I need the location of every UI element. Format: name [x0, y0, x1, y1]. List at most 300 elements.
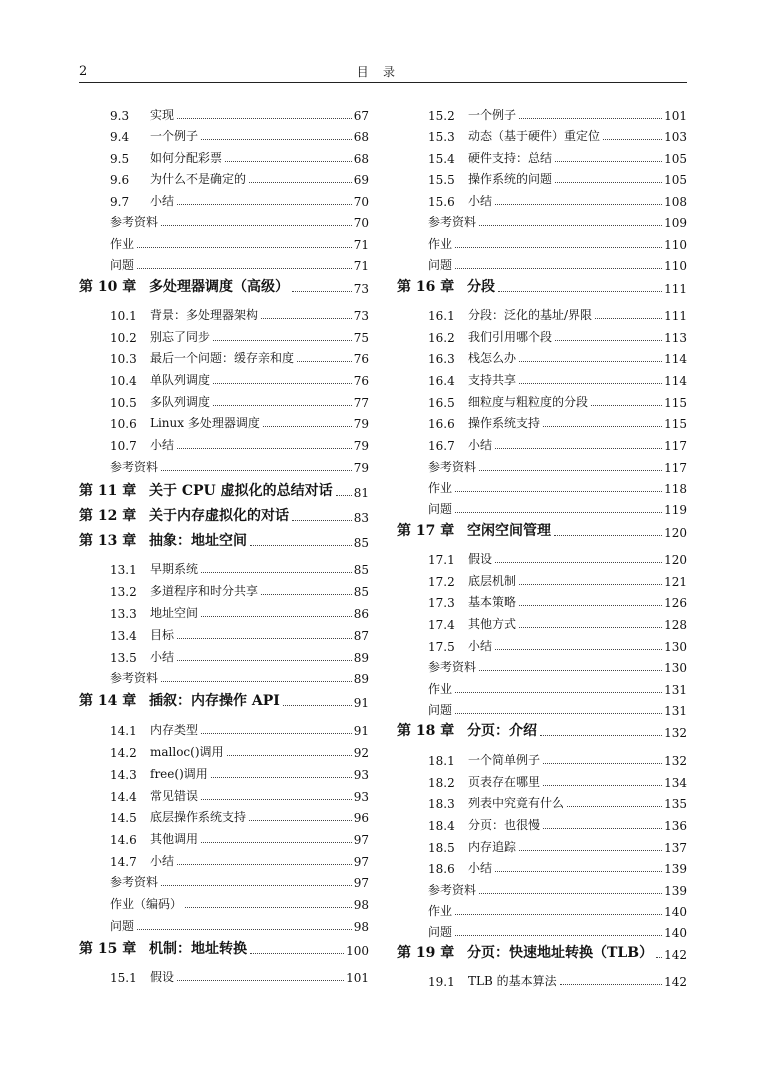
- toc-entry[interactable]: [397, 411, 687, 431]
- dot-leader: [336, 495, 352, 496]
- entry-page-number: 73: [353, 282, 369, 296]
- entry-title: 最后一个问题：缓存亲和度: [150, 351, 295, 365]
- toc-entry[interactable]: [397, 210, 687, 230]
- dot-leader: [519, 605, 662, 606]
- entry-number: 16.5: [428, 396, 455, 410]
- entry-page-number: 97: [353, 876, 369, 890]
- entry-title: 关于内存虚拟化的对话: [149, 508, 289, 524]
- entry-page-number: 111: [664, 282, 687, 296]
- dot-leader: [479, 225, 662, 226]
- entry-number: 15.1: [110, 971, 137, 985]
- entry-title: malloc()调用: [150, 745, 224, 759]
- entry-title: 小结: [150, 438, 175, 452]
- entry-title: 为什么不是确定的: [150, 172, 247, 186]
- entry-title: 实现: [150, 108, 175, 122]
- entry-page-number: 92: [353, 746, 369, 760]
- toc-chapter-entry[interactable]: [397, 720, 687, 740]
- entry-title: 问题: [428, 703, 453, 717]
- entry-title: 作业: [428, 682, 453, 696]
- entry-page-number: 89: [353, 651, 369, 665]
- toc-entry[interactable]: [79, 346, 369, 366]
- toc-entry[interactable]: [397, 497, 687, 517]
- dot-leader: [455, 247, 662, 248]
- entry-page-number: 71: [353, 259, 369, 273]
- dot-leader: [185, 907, 352, 908]
- dot-leader: [177, 118, 352, 119]
- entry-title: 内存追踪: [468, 840, 517, 854]
- toc-entry[interactable]: [397, 856, 687, 876]
- dot-leader: [455, 713, 662, 714]
- entry-title: 作业: [428, 237, 453, 251]
- entry-number: 第 10 章: [79, 279, 137, 295]
- dot-leader: [261, 594, 352, 595]
- dot-leader: [519, 850, 662, 851]
- entry-title: 栈怎么办: [468, 351, 517, 365]
- toc-entry[interactable]: [79, 579, 369, 599]
- entry-page-number: 86: [353, 607, 369, 621]
- entry-title: 小结: [150, 854, 175, 868]
- toc-entry[interactable]: [79, 914, 369, 934]
- entry-title: 底层机制: [468, 574, 517, 588]
- entry-title: 如何分配彩票: [150, 151, 223, 165]
- toc-entry[interactable]: [79, 849, 369, 869]
- toc-entry[interactable]: [397, 433, 687, 453]
- dot-leader: [567, 806, 662, 807]
- dot-leader: [591, 405, 662, 406]
- dot-leader: [455, 491, 662, 492]
- toc-entry[interactable]: [397, 346, 687, 366]
- entry-number: 10.6: [110, 417, 137, 431]
- entry-title: 分页：快速地址转换（TLB）: [467, 945, 654, 961]
- entry-number: 第 19 章: [397, 945, 455, 961]
- entry-title: 假设: [468, 552, 493, 566]
- toc-entry[interactable]: [397, 103, 687, 123]
- toc-entry[interactable]: [79, 167, 369, 187]
- toc-entry[interactable]: [397, 124, 687, 144]
- toc-entry[interactable]: [397, 390, 687, 410]
- dot-leader: [519, 383, 662, 384]
- entry-page-number: 98: [353, 898, 369, 912]
- entry-title: 单队列调度: [150, 373, 211, 387]
- entry-page-number: 121: [664, 575, 687, 589]
- entry-page-number: 137: [664, 841, 687, 855]
- toc-chapter-entry[interactable]: [79, 480, 369, 500]
- entry-number: 第 11 章: [79, 483, 137, 499]
- entry-title: 基本策略: [468, 595, 517, 609]
- dot-leader: [519, 361, 662, 362]
- toc-entry[interactable]: [397, 878, 687, 898]
- entry-title: 参考资料: [110, 875, 159, 889]
- toc-entry[interactable]: [79, 623, 369, 643]
- entry-title: 参考资料: [110, 460, 159, 474]
- toc-entry[interactable]: [79, 303, 369, 323]
- toc-entry[interactable]: [397, 612, 687, 632]
- toc-entry[interactable]: [79, 762, 369, 782]
- entry-page-number: 83: [353, 511, 369, 525]
- entry-page-number: 140: [664, 926, 687, 940]
- entry-title: 背景：多处理器架构: [150, 308, 259, 322]
- toc-entry[interactable]: [397, 146, 687, 166]
- toc-entry[interactable]: [397, 590, 687, 610]
- dot-leader: [555, 161, 662, 162]
- toc-entry[interactable]: [397, 368, 687, 388]
- entry-number: 17.5: [428, 640, 455, 654]
- toc-entry[interactable]: [397, 303, 687, 323]
- entry-number: 13.3: [110, 607, 137, 621]
- toc-chapter-entry[interactable]: [79, 690, 369, 710]
- entry-page-number: 142: [664, 975, 687, 989]
- toc-entry[interactable]: [397, 455, 687, 475]
- entry-number: 16.4: [428, 374, 455, 388]
- entry-title: 我们引用哪个段: [468, 330, 553, 344]
- entry-title: 问题: [428, 258, 453, 272]
- entry-title: 插叙：内存操作 API: [149, 693, 280, 709]
- dot-leader: [603, 139, 662, 140]
- toc-entry[interactable]: [79, 805, 369, 825]
- entry-page-number: 79: [353, 461, 369, 475]
- entry-number: 18.6: [428, 862, 455, 876]
- dot-leader: [137, 268, 352, 269]
- entry-page-number: 117: [664, 439, 687, 453]
- entry-page-number: 126: [664, 596, 687, 610]
- entry-number: 第 15 章: [79, 941, 137, 957]
- dot-leader: [543, 763, 662, 764]
- toc-entry[interactable]: [79, 433, 369, 453]
- entry-page-number: 100: [346, 944, 369, 958]
- dot-leader: [201, 139, 352, 140]
- dot-leader: [656, 957, 662, 958]
- entry-page-number: 115: [664, 417, 687, 431]
- dot-leader: [455, 512, 662, 513]
- toc-entry[interactable]: [79, 253, 369, 273]
- toc-entry[interactable]: [397, 253, 687, 273]
- entry-number: 9.4: [110, 130, 130, 144]
- entry-title: 小结: [468, 438, 493, 452]
- toc-entry[interactable]: [397, 167, 687, 187]
- entry-page-number: 118: [664, 482, 687, 496]
- toc-entry[interactable]: [397, 899, 687, 919]
- entry-title: 操作系统支持: [468, 416, 541, 430]
- entry-number: 第 13 章: [79, 533, 137, 549]
- dot-leader: [213, 340, 352, 341]
- toc-entry[interactable]: [397, 677, 687, 697]
- entry-number: 13.1: [110, 563, 137, 577]
- dot-leader: [177, 660, 352, 661]
- dot-leader: [161, 225, 352, 226]
- dot-leader: [479, 670, 662, 671]
- running-header: [79, 64, 687, 84]
- entry-page-number: 81: [353, 486, 369, 500]
- toc-entry[interactable]: [79, 232, 369, 252]
- entry-page-number: 108: [664, 195, 687, 209]
- entry-number: 14.4: [110, 790, 137, 804]
- entry-number: 13.5: [110, 651, 137, 665]
- entry-number: 17.4: [428, 618, 455, 632]
- dot-leader: [249, 182, 352, 183]
- entry-title: 多队列调度: [150, 395, 211, 409]
- entry-title: 作业: [110, 237, 135, 251]
- dot-leader: [201, 572, 352, 573]
- toc-entry[interactable]: [79, 645, 369, 665]
- entry-page-number: 70: [353, 216, 369, 230]
- dot-leader: [495, 871, 662, 872]
- entry-title: 早期系统: [150, 562, 199, 576]
- entry-page-number: 109: [664, 216, 687, 230]
- dot-leader: [498, 291, 662, 292]
- entry-page-number: 114: [664, 352, 687, 366]
- running-title: 目录: [356, 65, 410, 79]
- page-number: 2: [79, 64, 88, 79]
- toc-entry[interactable]: [79, 124, 369, 144]
- entry-title: 参考资料: [110, 215, 159, 229]
- entry-number: 10.1: [110, 309, 137, 323]
- entry-title: 参考资料: [428, 883, 477, 897]
- dot-leader: [495, 448, 662, 449]
- entry-number: 第 17 章: [397, 523, 455, 539]
- dot-leader: [201, 799, 352, 800]
- toc-entry[interactable]: [397, 634, 687, 654]
- entry-number: 10.2: [110, 331, 137, 345]
- entry-title: 小结: [468, 194, 493, 208]
- entry-title: 底层操作系统支持: [150, 810, 247, 824]
- toc-entry[interactable]: [397, 476, 687, 496]
- entry-number: 第 18 章: [397, 723, 455, 739]
- entry-number: 10.7: [110, 439, 137, 453]
- dot-leader: [495, 649, 662, 650]
- entry-title: 小结: [468, 861, 493, 875]
- entry-title: 目标: [150, 628, 175, 642]
- entry-number: 18.2: [428, 776, 455, 790]
- toc-entry[interactable]: [397, 655, 687, 675]
- entry-page-number: 87: [353, 629, 369, 643]
- dot-leader: [455, 692, 662, 693]
- dot-leader: [137, 929, 352, 930]
- entry-page-number: 120: [664, 553, 687, 567]
- entry-page-number: 114: [664, 374, 687, 388]
- toc-entry[interactable]: [397, 547, 687, 567]
- entry-number: 18.5: [428, 841, 455, 855]
- toc-entry[interactable]: [79, 368, 369, 388]
- toc-entry[interactable]: [79, 965, 369, 985]
- entry-title: 分段: [467, 279, 495, 295]
- entry-page-number: 134: [664, 776, 687, 790]
- entry-title: 地址空间: [150, 606, 199, 620]
- entry-page-number: 132: [664, 726, 687, 740]
- entry-number: 15.6: [428, 195, 455, 209]
- entry-title: 参考资料: [428, 215, 477, 229]
- entry-page-number: 79: [353, 417, 369, 431]
- entry-page-number: 70: [353, 195, 369, 209]
- dot-leader: [211, 777, 352, 778]
- entry-page-number: 136: [664, 819, 687, 833]
- dot-leader: [479, 470, 662, 471]
- toc-entry[interactable]: [397, 920, 687, 940]
- toc-entry[interactable]: [397, 698, 687, 718]
- entry-page-number: 139: [664, 884, 687, 898]
- entry-number: 16.1: [428, 309, 455, 323]
- entry-page-number: 142: [664, 948, 687, 962]
- toc-entry[interactable]: [79, 827, 369, 847]
- toc-entry[interactable]: [79, 325, 369, 345]
- toc-chapter-entry[interactable]: [397, 276, 687, 296]
- dot-leader: [292, 291, 352, 292]
- toc-entry[interactable]: [397, 325, 687, 345]
- entry-title: 列表中究竟有什么: [468, 796, 565, 810]
- entry-page-number: 89: [353, 672, 369, 686]
- toc-entry[interactable]: [79, 870, 369, 890]
- entry-number: 第 16 章: [397, 279, 455, 295]
- toc-entry[interactable]: [79, 411, 369, 431]
- entry-page-number: 85: [353, 563, 369, 577]
- entry-title: 多道程序和时分共享: [150, 584, 259, 598]
- dot-leader: [177, 980, 344, 981]
- toc-entry[interactable]: [397, 813, 687, 833]
- dot-leader: [213, 383, 352, 384]
- entry-title: 小结: [150, 194, 175, 208]
- entry-title: 问题: [428, 502, 453, 516]
- dot-leader: [177, 204, 352, 205]
- dot-leader: [250, 545, 352, 546]
- toc-entry[interactable]: [79, 740, 369, 760]
- entry-page-number: 91: [353, 696, 369, 710]
- entry-title: 页表存在哪里: [468, 775, 541, 789]
- dot-leader: [249, 820, 352, 821]
- toc-chapter-entry[interactable]: [397, 520, 687, 540]
- dot-leader: [519, 627, 662, 628]
- entry-number: 15.2: [428, 109, 455, 123]
- entry-page-number: 97: [353, 855, 369, 869]
- toc-chapter-entry[interactable]: [79, 938, 369, 958]
- toc-entry[interactable]: [397, 770, 687, 790]
- entry-title: 机制：地址转换: [149, 941, 247, 957]
- toc-entry[interactable]: [79, 455, 369, 475]
- toc-entry[interactable]: [79, 189, 369, 209]
- dot-leader: [161, 681, 352, 682]
- dot-leader: [201, 842, 352, 843]
- toc-entry[interactable]: [397, 569, 687, 589]
- toc-entry[interactable]: [79, 557, 369, 577]
- entry-title: 参考资料: [428, 460, 477, 474]
- entry-title: 支持共享: [468, 373, 517, 387]
- dot-leader: [177, 448, 352, 449]
- entry-page-number: 111: [664, 309, 687, 323]
- entry-title: 作业: [428, 481, 453, 495]
- entry-page-number: 76: [353, 374, 369, 388]
- dot-leader: [283, 705, 352, 706]
- toc-entry[interactable]: [79, 390, 369, 410]
- dot-leader: [177, 864, 352, 865]
- entry-title: 问题: [110, 258, 135, 272]
- toc-entry[interactable]: [397, 969, 687, 989]
- toc-entry[interactable]: [79, 718, 369, 738]
- entry-title: 分页：介绍: [467, 723, 537, 739]
- dot-leader: [201, 733, 352, 734]
- toc-entry[interactable]: [397, 835, 687, 855]
- entry-title: 硬件支持：总结: [468, 151, 553, 165]
- entry-page-number: 93: [353, 768, 369, 782]
- toc-entry[interactable]: [397, 232, 687, 252]
- dot-leader: [177, 638, 352, 639]
- entry-title: 动态（基于硬件）重定位: [468, 129, 601, 143]
- toc-entry[interactable]: [397, 791, 687, 811]
- entry-number: 18.4: [428, 819, 455, 833]
- toc-entry[interactable]: [79, 103, 369, 123]
- dot-leader: [554, 535, 662, 536]
- toc-entry[interactable]: [79, 892, 369, 912]
- entry-page-number: 71: [353, 238, 369, 252]
- dot-leader: [519, 584, 662, 585]
- entry-title: 多处理器调度（高级）: [149, 279, 289, 295]
- entry-title: 常见错误: [150, 789, 199, 803]
- entry-page-number: 119: [664, 503, 687, 517]
- entry-number: 17.1: [428, 553, 455, 567]
- entry-number: 13.2: [110, 585, 137, 599]
- toc-chapter-entry[interactable]: [79, 505, 369, 525]
- dot-leader: [543, 426, 662, 427]
- entry-page-number: 115: [664, 396, 687, 410]
- toc-entry[interactable]: [79, 666, 369, 686]
- entry-title: 其他调用: [150, 832, 199, 846]
- entry-title: 参考资料: [110, 671, 159, 685]
- entry-page-number: 101: [664, 109, 687, 123]
- entry-number: 14.3: [110, 768, 137, 782]
- dot-leader: [161, 470, 352, 471]
- entry-title: Linux 多处理器调度: [150, 416, 260, 430]
- toc-entry[interactable]: [79, 784, 369, 804]
- entry-title: 空闲空间管理: [467, 523, 551, 539]
- entry-number: 19.1: [428, 975, 455, 989]
- entry-number: 10.3: [110, 352, 137, 366]
- dot-leader: [595, 318, 662, 319]
- entry-page-number: 77: [353, 396, 369, 410]
- dot-leader: [225, 161, 352, 162]
- entry-title: 假设: [150, 970, 175, 984]
- entry-page-number: 113: [664, 331, 687, 345]
- entry-page-number: 76: [353, 352, 369, 366]
- entry-title: 分页：也很慢: [468, 818, 541, 832]
- dot-leader: [455, 268, 662, 269]
- entry-page-number: 131: [664, 683, 687, 697]
- entry-title: 参考资料: [428, 660, 477, 674]
- entry-number: 15.4: [428, 152, 455, 166]
- toc-entry[interactable]: [79, 146, 369, 166]
- dot-leader: [137, 247, 352, 248]
- dot-leader: [455, 914, 662, 915]
- toc-chapter-entry[interactable]: [397, 942, 687, 962]
- entry-title: 分段：泛化的基址/界限: [468, 308, 593, 322]
- entry-page-number: 97: [353, 833, 369, 847]
- toc-entry[interactable]: [79, 601, 369, 621]
- entry-page-number: 132: [664, 754, 687, 768]
- toc-chapter-entry[interactable]: [79, 530, 369, 550]
- dot-leader: [495, 204, 662, 205]
- entry-title: 内存类型: [150, 723, 199, 737]
- dot-leader: [555, 340, 662, 341]
- entry-page-number: 101: [346, 971, 369, 985]
- entry-number: 16.2: [428, 331, 455, 345]
- dot-leader: [227, 755, 352, 756]
- dot-leader: [555, 182, 662, 183]
- toc-entry[interactable]: [397, 748, 687, 768]
- entry-page-number: 93: [353, 790, 369, 804]
- entry-page-number: 135: [664, 797, 687, 811]
- entry-page-number: 130: [664, 661, 687, 675]
- entry-page-number: 75: [353, 331, 369, 345]
- toc-chapter-entry[interactable]: [79, 276, 369, 296]
- toc-entry[interactable]: [79, 210, 369, 230]
- toc-entry[interactable]: [397, 189, 687, 209]
- entry-title: 细粒度与粗粒度的分段: [468, 395, 589, 409]
